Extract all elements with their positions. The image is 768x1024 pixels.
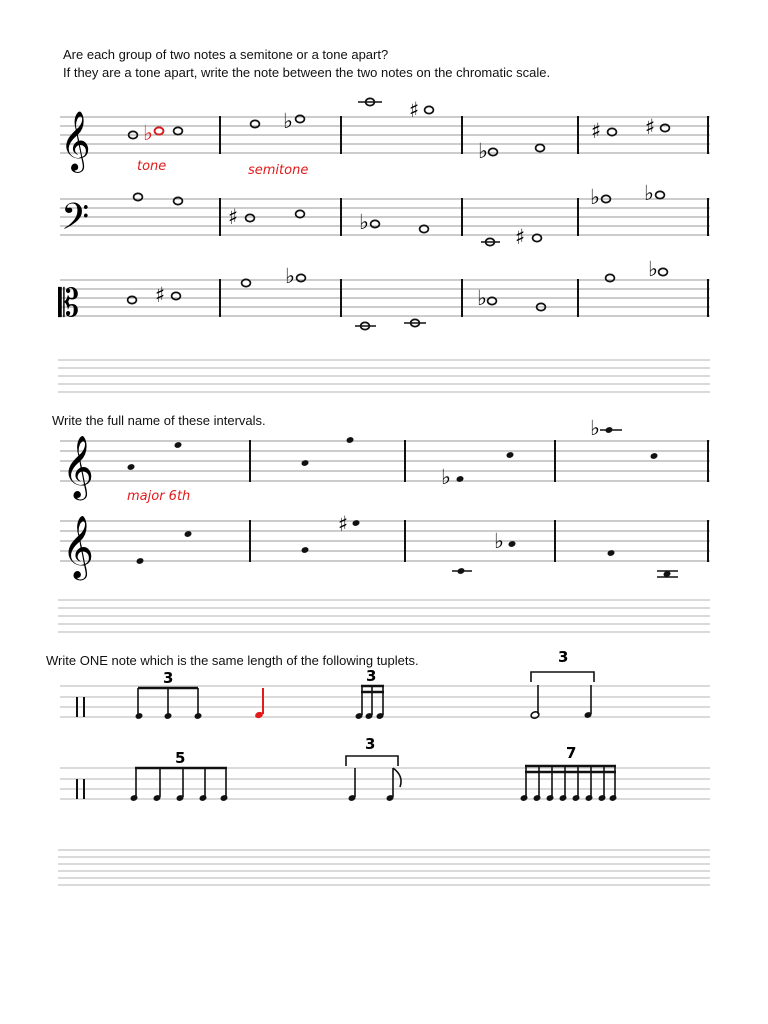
tuplet-triplet-eighths [138, 688, 198, 715]
flat-icon: ♭ [477, 286, 487, 310]
tuplet-septuplet-sixteenths [525, 766, 616, 797]
treble-clef-icon: 𝄞 [62, 515, 94, 578]
flat-icon: ♭ [478, 139, 488, 163]
flat-icon: ♭ [143, 121, 153, 145]
section1-staff-2-notes [134, 181, 665, 249]
practice-lines-2 [58, 600, 710, 632]
tuplet-triplet-sixteenths [361, 686, 384, 715]
sharp-icon: ♯ [591, 119, 602, 143]
tuplet-number: 5 [175, 749, 186, 767]
section2-staff-1 [60, 441, 710, 481]
flat-icon: ♭ [285, 264, 295, 288]
tuplet-number: 7 [566, 744, 577, 762]
answer-crotchet [254, 688, 264, 719]
practice-lines-1 [58, 360, 710, 392]
answer-major-6th: major 6th [127, 489, 191, 504]
rhythm-line-1 [60, 686, 710, 717]
section1-instruction-line1: Are each group of two notes a semitone or a tone apart? [63, 47, 389, 62]
tuplet-quintuplet-eighths [135, 768, 227, 797]
flat-icon: ♭ [441, 465, 451, 489]
flat-icon: ♭ [648, 257, 658, 281]
flat-icon: ♭ [644, 181, 654, 205]
treble-clef-icon: 𝄞 [60, 111, 91, 171]
treble-clef-icon: 𝄞 [62, 435, 94, 498]
section1-staff-3-notes [128, 257, 668, 330]
flat-icon: ♭ [590, 416, 600, 440]
section2-staff-1-notes [127, 416, 659, 489]
flat-icon: ♭ [283, 109, 293, 133]
tuplet-half-quarter [531, 672, 594, 714]
flat-icon: ♭ [494, 529, 504, 553]
tuplet-number: 3 [365, 735, 376, 753]
answer-tone: tone [137, 159, 167, 174]
alto-clef-icon: 𝄡 [58, 281, 80, 325]
sharp-icon: ♯ [338, 512, 349, 536]
tuplet-number: 3 [366, 667, 377, 685]
flat-icon: ♭ [590, 185, 600, 209]
practice-lines-3 [58, 850, 710, 885]
bass-clef-icon: 𝄢 [61, 196, 90, 247]
section2-instruction: Write the full name of these intervals. [52, 413, 266, 428]
tuplet-number: 3 [163, 669, 174, 687]
section3-instruction: Write ONE note which is the same length of the following tuplets. [46, 653, 419, 668]
section1-staff-2 [60, 199, 710, 235]
flat-icon: ♭ [359, 210, 369, 234]
sharp-icon: ♯ [228, 205, 239, 229]
sharp-icon: ♯ [409, 98, 420, 122]
sharp-icon: ♯ [645, 115, 656, 139]
tuplet-number: 3 [558, 648, 569, 666]
answer-semitone: semitone [248, 163, 309, 178]
tuplet-quarter-eighth [346, 756, 401, 797]
sharp-icon: ♯ [515, 225, 526, 249]
sharp-icon: ♯ [155, 283, 166, 307]
section2-staff-2-notes [136, 512, 678, 578]
section1-instruction-line2: If they are a tone apart, write the note between the two notes on the chromatic scale. [63, 65, 551, 80]
